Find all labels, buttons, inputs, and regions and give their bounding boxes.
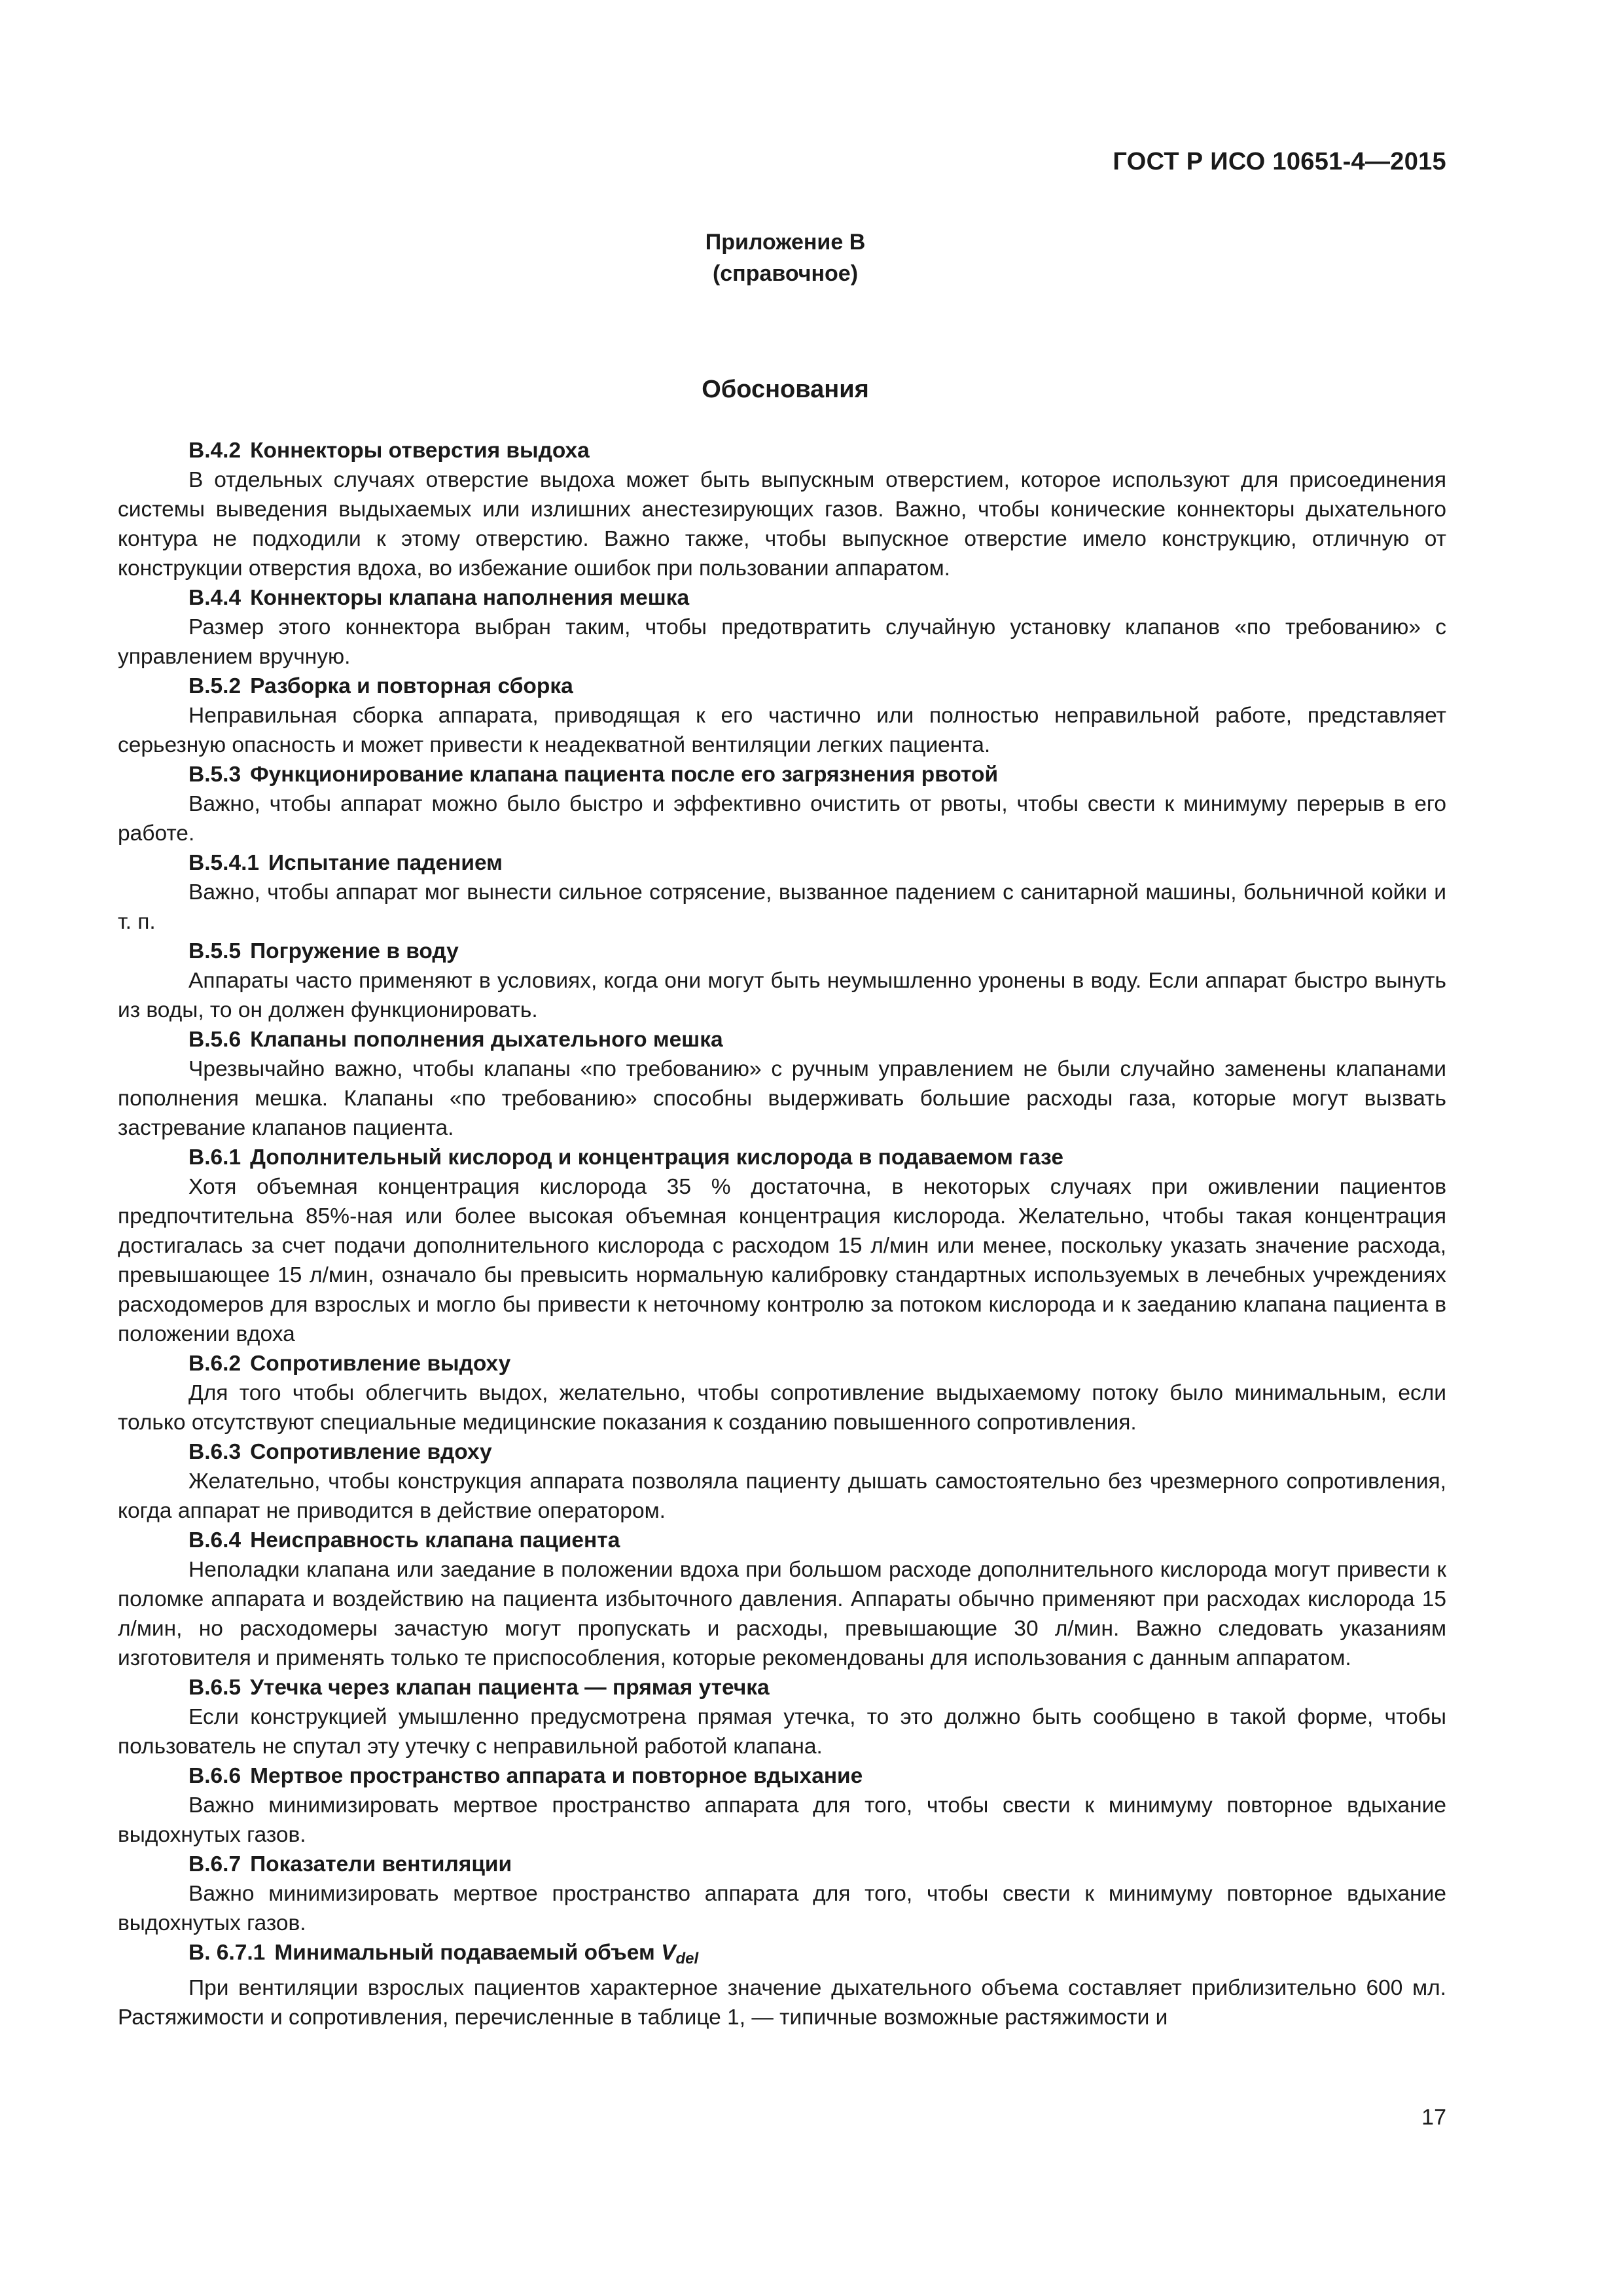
section-title: Клапаны пополнения дыхательного мешка xyxy=(250,1028,723,1052)
section-b-5-3 xyxy=(118,760,1446,848)
section-title: Утечка через клапан пациента — прямая утечка xyxy=(250,1676,770,1700)
section-heading xyxy=(118,672,1446,701)
section-b-6-6 xyxy=(118,1761,1446,1850)
section-b-6-2 xyxy=(118,1349,1446,1437)
annex-content xyxy=(118,436,1446,2032)
section-number: В.5.5 xyxy=(188,939,241,963)
section-title: Сопротивление вдоху xyxy=(250,1440,492,1464)
section-b-6-3 xyxy=(118,1437,1446,1526)
section-b-5-2 xyxy=(118,672,1446,760)
section-text: Неправильная сборка аппарата, приводящая к его частично или полностью неправильной работе, представляет серьезную опасность и может привести к неадекватной вентиляции легких пациента. xyxy=(118,704,1446,757)
page-number: 17 xyxy=(1421,2105,1446,2130)
section-text: Если конструкцией умышленно предусмотрена прямая утечка, то это должно быть сообщено в такой форме, чтобы пользователь не спутал эту утечку с неправильной работой клапана. xyxy=(118,1705,1446,1759)
section-title: Погружение в воду xyxy=(250,939,459,963)
section-number: В.6.2 xyxy=(188,1352,241,1376)
section-number: В.5.3 xyxy=(188,762,241,787)
annex-label: Приложение В xyxy=(705,230,866,255)
section-heading xyxy=(118,848,1446,878)
section-text: Важно, чтобы аппарат можно было быстро и эффективно очистить от рвоты, чтобы свести к минимуму перерыв в его работе. xyxy=(118,792,1446,846)
section-number: В. 6.7.1 xyxy=(188,1941,266,1965)
section-heading xyxy=(118,760,1446,789)
section-title: Неисправность клапана пациента xyxy=(250,1528,620,1552)
section-title: Разборка и повторная сборка xyxy=(250,674,573,698)
section-title: Коннекторы клапана наполнения мешка xyxy=(250,586,690,610)
section-b-6-1 xyxy=(118,1143,1446,1349)
section-number: В.6.7 xyxy=(188,1852,241,1876)
section-b-4-2 xyxy=(118,436,1446,583)
section-text: Важно минимизировать мертвое пространство аппарата для того, чтобы свести к минимуму повторное вдыхание выдохнутых газов. xyxy=(118,1882,1446,1935)
section-title: Показатели вентиляции xyxy=(250,1852,512,1876)
annex-title: Обоснования xyxy=(702,376,869,403)
section-title: Дополнительный кислород и концентрация кислорода в подаваемом газе xyxy=(250,1145,1064,1170)
section-text: Аппараты часто применяют в условиях, когда они могут быть неумышленно уронены в воду. Если аппарат быстро вынуть из воды, то он должен функционировать. xyxy=(118,969,1446,1022)
section-number: В.6.4 xyxy=(188,1528,241,1552)
section-b-6-4 xyxy=(118,1526,1446,1673)
section-heading xyxy=(118,436,1446,465)
section-number: В.6.5 xyxy=(188,1676,241,1700)
section-text: Важно, чтобы аппарат мог вынести сильное сотрясение, вызванное падением с санитарной машины, больничной койки и т. п. xyxy=(118,880,1446,934)
section-b-5-4-1 xyxy=(118,848,1446,937)
section-title: Мертвое пространство аппарата и повторное вдыхание xyxy=(250,1764,863,1788)
section-b-6-7-1 xyxy=(118,1938,1446,2032)
section-number: В.6.1 xyxy=(188,1145,241,1170)
section-title: Функционирование клапана пациента после его загрязнения рвотой xyxy=(250,762,999,787)
section-text: Чрезвычайно важно, чтобы клапаны «по требованию» с ручным управлением не были случайно заменены клапанами пополнения мешка. Клапаны «по требованию» способны выдерживать большие расходы газа, которые могут вызвать застревание клапанов пациента. xyxy=(118,1057,1446,1140)
section-text: Важно минимизировать мертвое пространство аппарата для того, чтобы свести к минимуму повторное вдыхание выдохнутых газов. xyxy=(118,1793,1446,1847)
section-text: Неполадки клапана или заедание в положении вдоха при большом расходе дополнительного кислорода могут привести к поломке аппарата и воздействию на пациента избыточного давления. Аппараты обычно применяют при расходах кислорода 15 л/мин, но расходомеры зачастую могут пропускать и расходы, превышающие 30 л/мин. Важно следовать указаниям изготовителя и применять только те приспособления, которые рекомендованы для использования с данным аппаратом. xyxy=(118,1558,1446,1670)
section-heading xyxy=(118,1938,1446,1973)
section-text: Желательно, чтобы конструкция аппарата позволяла пациенту дышать самостоятельно без чрезмерного сопротивления, когда аппарат не приводится в действие оператором. xyxy=(118,1469,1446,1523)
section-heading xyxy=(118,583,1446,613)
section-title: Коннекторы отверстия выдоха xyxy=(250,439,590,463)
section-b-5-5 xyxy=(118,937,1446,1025)
section-text: Хотя объемная концентрация кислорода 35 % достаточна, в некоторых случаях при оживлении пациентов предпочтительна 85%-ная или более высокая объемная концентрация кислорода. Желательно, чтобы такая концентрация достигалась за счет подачи дополнительного кислорода с расходом 15 л/мин или менее, поскольку указать значение расхода, превышающее 15 л/мин, означало бы превысить нормальную калибровку стандартных используемых в лечебных учреждениях расходомеров для взрослых и могло бы привести к неточному контролю за потоком кислорода и к заеданию клапана пациента в положении вдоха xyxy=(118,1175,1446,1346)
section-text: При вентиляции взрослых пациентов характерное значение дыхательного объема составляет приблизительно 600 мл. Растяжимости и сопротивления, перечисленные в таблице 1, — типичные возможные растяжимости и xyxy=(118,1976,1446,2030)
section-heading xyxy=(118,1349,1446,1378)
section-b-6-5 xyxy=(118,1673,1446,1761)
section-text: Размер этого коннектора выбран таким, чтобы предотвратить случайную установку клапанов «по требованию» с управлением вручную. xyxy=(118,615,1446,669)
volume-symbol: V xyxy=(661,1941,676,1965)
section-number: В.6.3 xyxy=(188,1440,241,1464)
section-number: В.4.2 xyxy=(188,439,241,463)
section-heading xyxy=(118,937,1446,966)
section-heading xyxy=(118,1437,1446,1467)
section-number: В.6.6 xyxy=(188,1764,241,1788)
section-heading xyxy=(118,1025,1446,1054)
section-text: Для того чтобы облегчить выдох, желательно, чтобы сопротивление выдыхаемому потоку было минимальным, если только отсутствуют специальные медицинские показания к созданию повышенного сопротивления. xyxy=(118,1381,1446,1435)
section-heading xyxy=(118,1526,1446,1555)
section-heading xyxy=(118,1850,1446,1879)
annex-heading xyxy=(615,226,955,289)
section-text: В отдельных случаях отверстие выдоха может быть выпускным отверстием, которое используют для присоединения системы выведения выдыхаемых или излишних анестезирующих газов. Важно, чтобы конические коннекторы дыхательного контура не подходили к этому отверстию. Важно также, чтобы выпускное отверстие имело конструкцию, отличную от конструкции отверстия вдоха, во избежание ошибок при пользовании аппаратом. xyxy=(118,468,1446,581)
volume-subscript: del xyxy=(675,1950,699,1967)
standard-header: ГОСТ Р ИСО 10651-4—2015 xyxy=(1113,148,1446,175)
section-b-5-6 xyxy=(118,1025,1446,1143)
section-heading xyxy=(118,1143,1446,1172)
section-title: Минимальный подаваемый объем xyxy=(274,1941,662,1965)
section-number: В.5.4.1 xyxy=(188,851,260,875)
section-number: В.4.4 xyxy=(188,586,241,610)
section-heading xyxy=(118,1761,1446,1791)
annex-type: (справочное) xyxy=(712,261,859,286)
section-heading xyxy=(118,1673,1446,1702)
section-title: Сопротивление выдоху xyxy=(250,1352,511,1376)
section-title: Испытание падением xyxy=(268,851,503,875)
section-b-6-7 xyxy=(118,1850,1446,1938)
section-b-4-4 xyxy=(118,583,1446,672)
section-number: В.5.6 xyxy=(188,1028,241,1052)
section-number: В.5.2 xyxy=(188,674,241,698)
